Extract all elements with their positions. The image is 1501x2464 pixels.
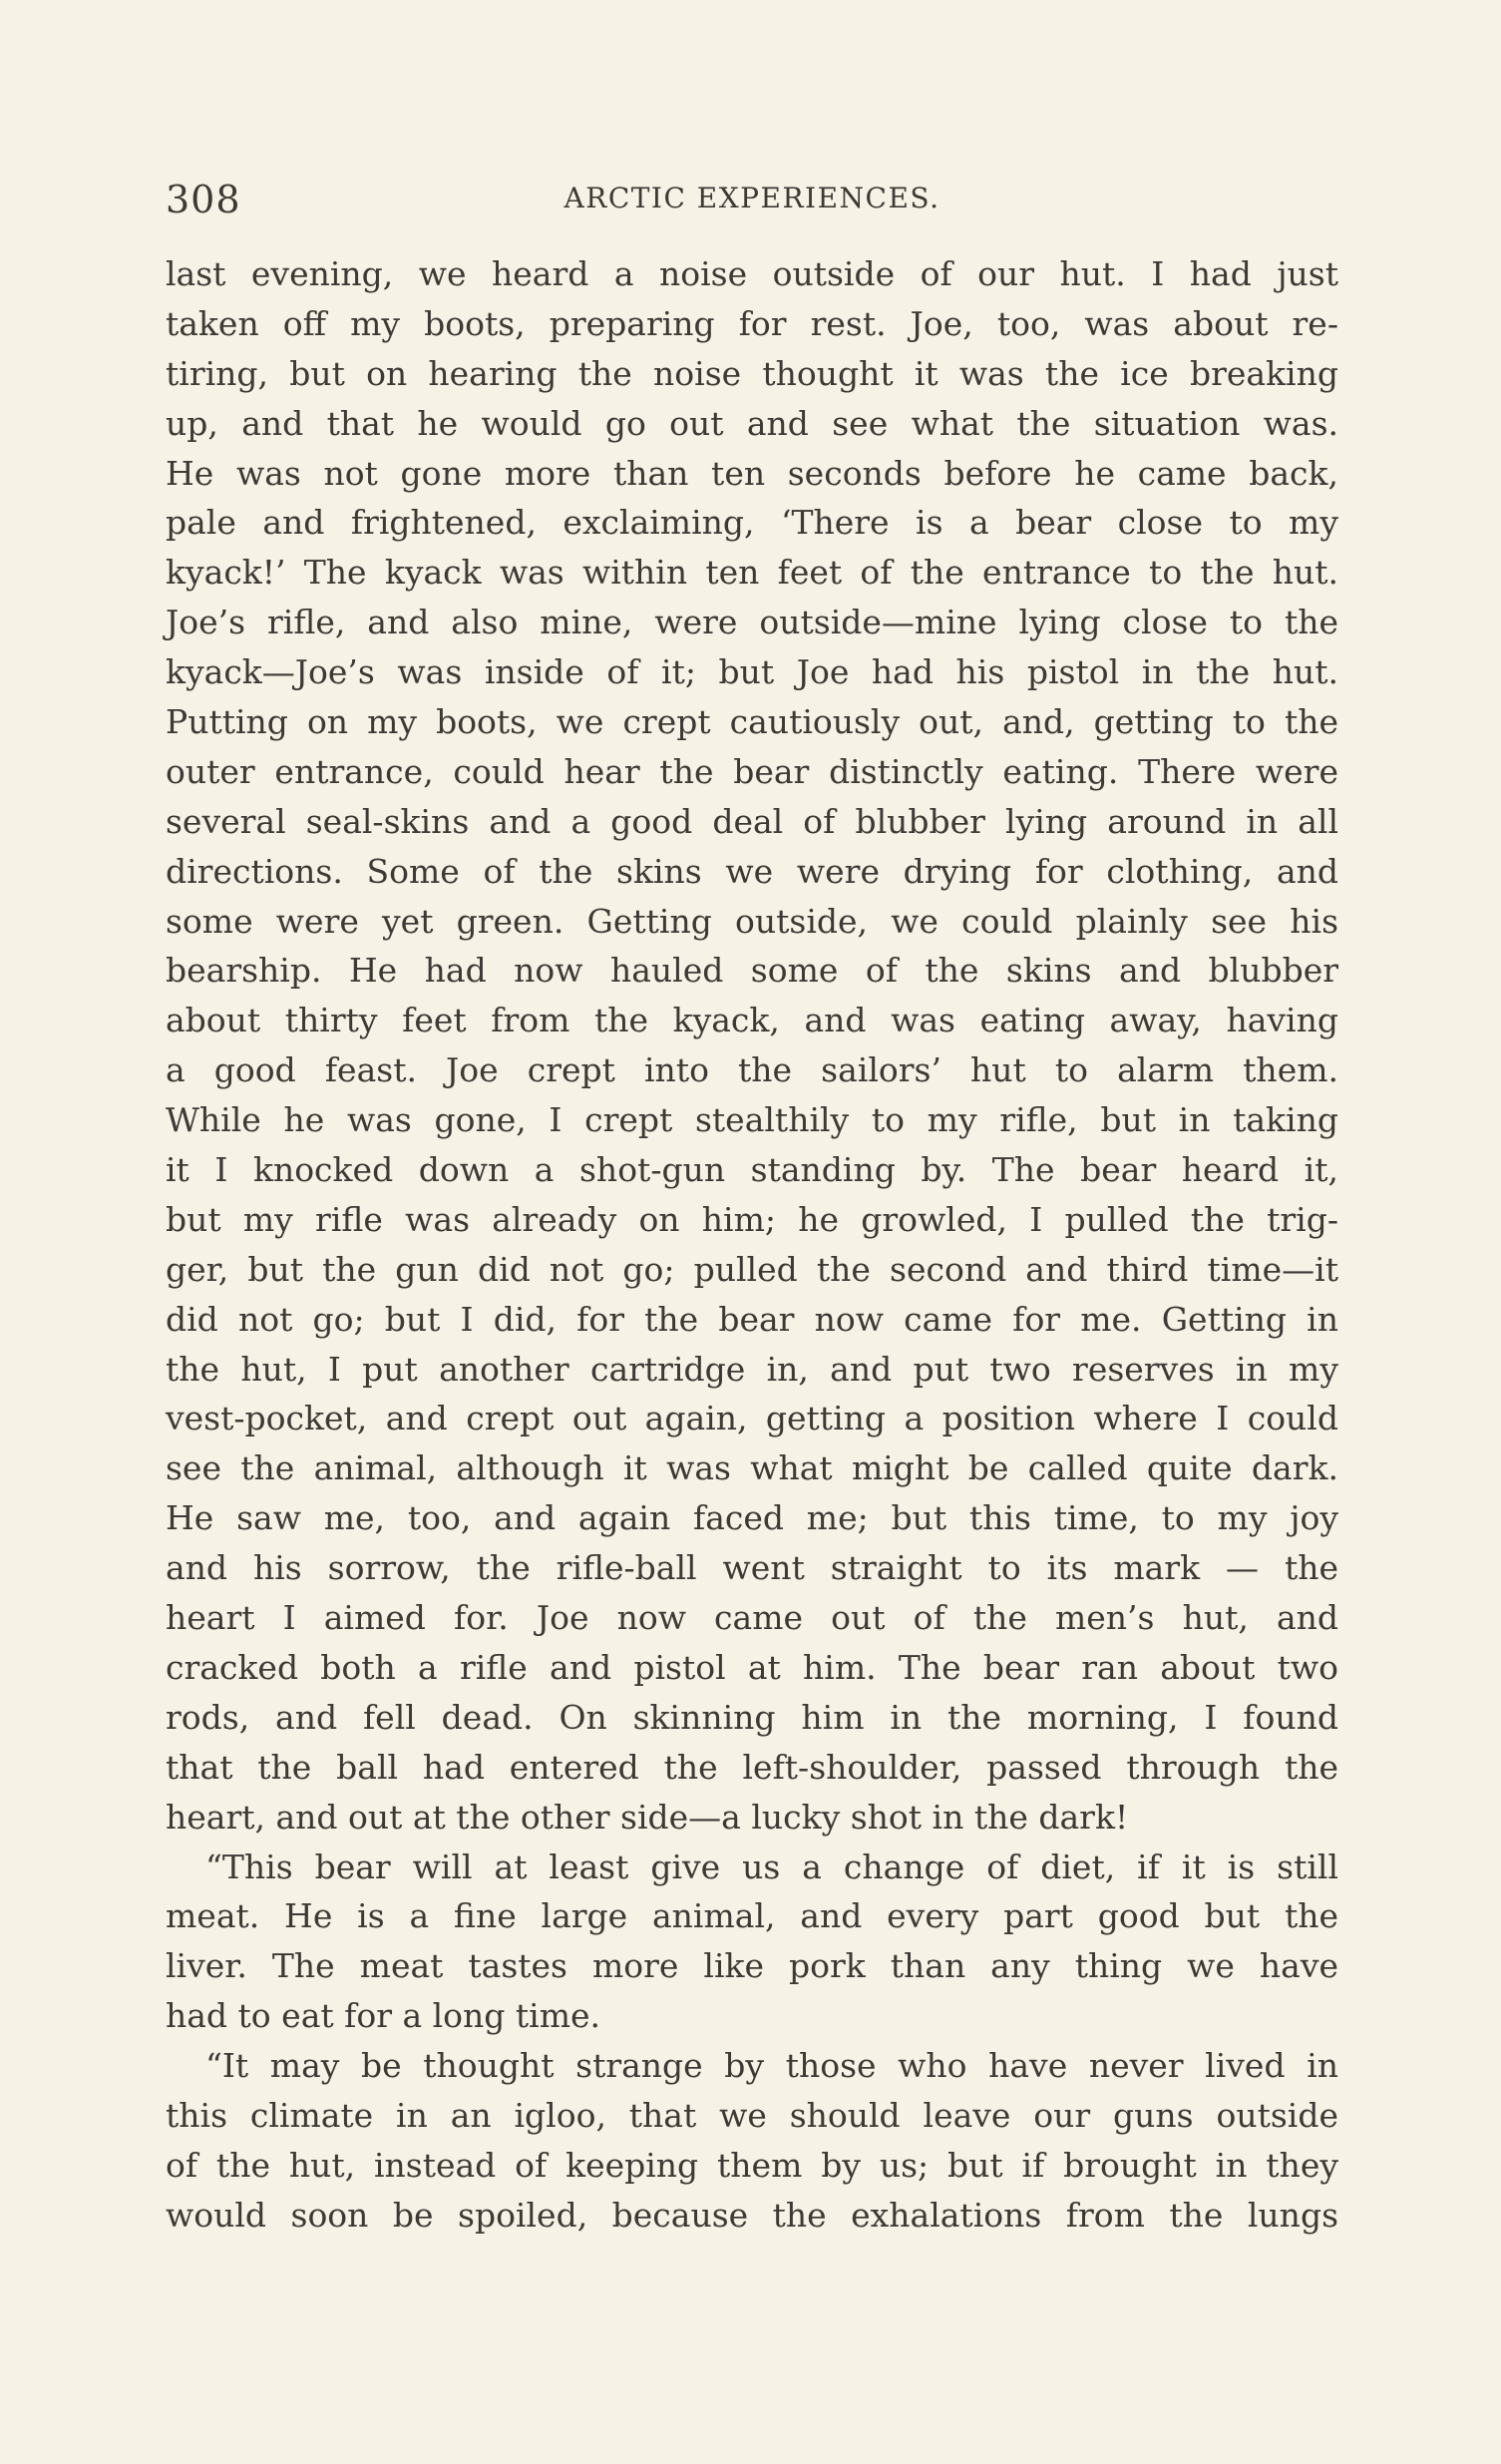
- text-line: “It may be thought strange by those who have never lived in: [205, 2046, 1338, 2086]
- text-line: that the ball had entered the left-shoulder, passed through the: [166, 1747, 1338, 1787]
- page-header: [166, 178, 1338, 227]
- text-line: about thirty feet from the kyack, and was eating away, having: [166, 1001, 1338, 1040]
- text-line: see the animal, although it was what might be called quite dark.: [166, 1448, 1338, 1488]
- text-line: Joe’s rifle, and also mine, were outside—mine lying close to the: [166, 603, 1338, 642]
- text-line: and his sorrow, the rifle-ball went straight to its mark — the: [166, 1548, 1338, 1588]
- text-line: of the hut, instead of keeping them by us; but if brought in they: [166, 2145, 1338, 2185]
- text-line: tiring, but on hearing the noise thought it was the ice breaking: [166, 353, 1338, 393]
- text-line: outer entrance, could hear the bear distinctly eating. There were: [166, 751, 1338, 791]
- text-line: last evening, we heard a noise outside of our hut. I had just: [166, 254, 1338, 293]
- text-line: heart I aimed for. Joe now came out of the men’s hut, and: [166, 1598, 1338, 1638]
- text-line: kyack—Joe’s was inside of it; but Joe had his pistol in the hut.: [166, 652, 1338, 692]
- text-line: had to eat for a long time.: [166, 1996, 601, 2036]
- text-line: the hut, I put another cartridge in, and put two reserves in my: [166, 1349, 1338, 1389]
- text-line: several seal-skins and a good deal of blubber lying around in all: [166, 801, 1338, 841]
- text-line: He was not gone more than ten seconds before he came back,: [166, 453, 1338, 493]
- text-line: some were yet green. Getting outside, we could plainly see his: [166, 901, 1338, 941]
- text-line: a good feast. Joe crept into the sailors’ hut to alarm them.: [166, 1050, 1338, 1090]
- text-line: this climate in an igloo, that we should leave our guns outside: [166, 2095, 1338, 2135]
- text-line: but my rifle was already on him; he growled, I pulled the trig-: [166, 1199, 1338, 1239]
- text-line: ger, but the gun did not go; pulled the second and third time—it: [166, 1249, 1338, 1289]
- text-line: heart, and out at the other side—a lucky shot in the dark!: [166, 1797, 1129, 1837]
- text-line: it I knocked down a shot-gun standing by. The bear heard it,: [166, 1150, 1338, 1190]
- text-line: Putting on my boots, we crept cautiously out, and, getting to the: [166, 702, 1338, 742]
- text-line: up, and that he would go out and see what the situation was.: [166, 403, 1338, 443]
- text-line: kyack!’ The kyack was within ten feet of the entrance to the hut.: [166, 553, 1338, 593]
- text-line: cracked both a rifle and pistol at him. The bear ran about two: [166, 1647, 1338, 1687]
- text-line: taken off my boots, preparing for rest. Joe, too, was about re-: [166, 303, 1338, 343]
- text-line: rods, and fell dead. On skinning him in the morning, I found: [166, 1697, 1338, 1737]
- text-line: directions. Some of the skins we were drying for clothing, and: [166, 851, 1338, 891]
- text-line: meat. He is a fine large animal, and every part good but the: [166, 1896, 1338, 1936]
- text-line: “This bear will at least give us a change of diet, if it is still: [205, 1847, 1338, 1886]
- text-line: vest-pocket, and crept out again, getting a position where I could: [166, 1399, 1338, 1438]
- text-line: pale and frightened, exclaiming, ‘There is a bear close to my: [166, 503, 1338, 543]
- text-line: He saw me, too, and again faced me; but this time, to my joy: [166, 1498, 1338, 1538]
- body-text: [166, 249, 1338, 2241]
- running-head: ARCTIC EXPERIENCES.: [563, 182, 940, 214]
- text-line: bearship. He had now hauled some of the skins and blubber: [166, 951, 1338, 991]
- text-line: While he was gone, I crept stealthily to my rifle, but in taking: [166, 1100, 1338, 1140]
- text-line: would soon be spoiled, because the exhalations from the lungs: [166, 2195, 1338, 2235]
- page-number: 308: [166, 178, 241, 221]
- text-line: liver. The meat tastes more like pork than any thing we have: [166, 1946, 1338, 1986]
- text-line: did not go; but I did, for the bear now came for me. Getting in: [166, 1299, 1338, 1339]
